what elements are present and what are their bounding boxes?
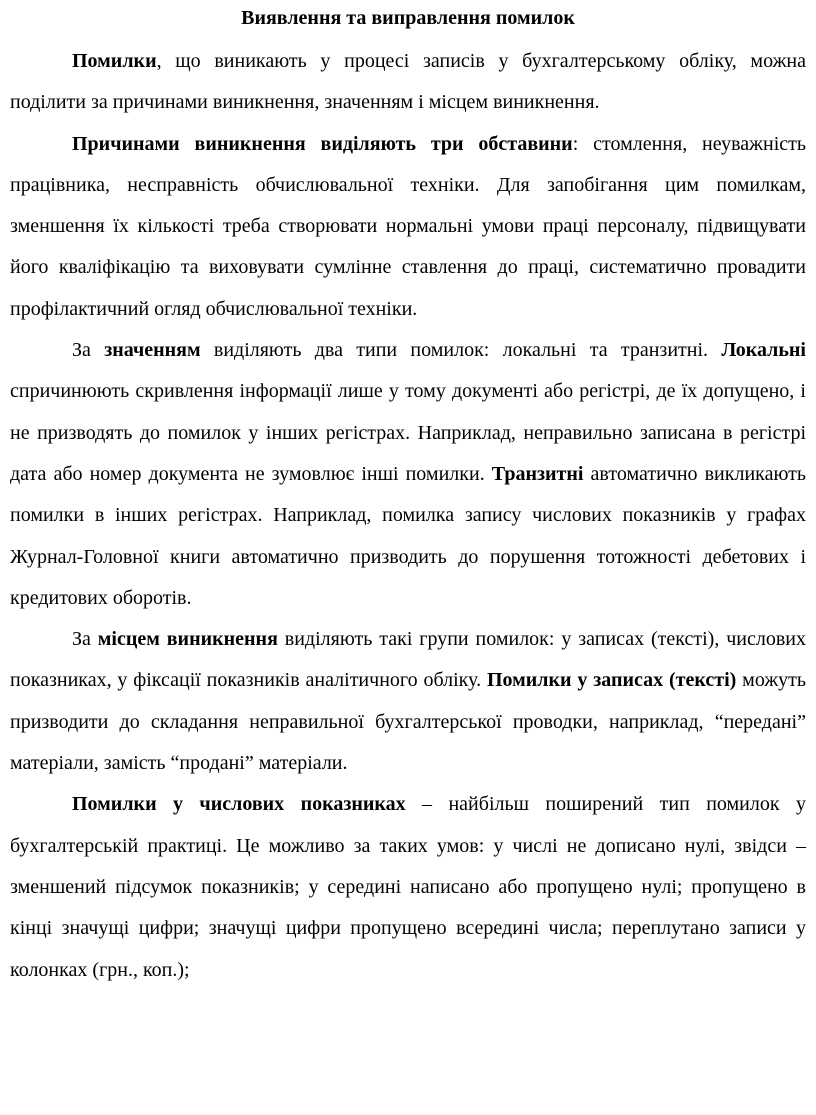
paragraph-errors-classification xyxy=(10,41,806,124)
bold-term: Причинами виникнення виділяють три обставини xyxy=(72,132,573,155)
bold-term: Транзитні xyxy=(491,462,584,485)
paragraph-text: можуть призводити до складання неправильної бухгалтерської проводки, наприклад, “передані” матеріали, замість “продані” матеріали. xyxy=(10,669,807,775)
page-title: Виявлення та виправлення помилок xyxy=(241,7,575,29)
paragraph-text: За xyxy=(72,339,105,362)
paragraph-text: За xyxy=(72,628,98,651)
paragraph-causes xyxy=(10,124,806,330)
bold-term: Локальні xyxy=(721,339,806,362)
paragraph-text: спричинюють скривлення інформації лише у тому документі або регістрі, де їх допущено, і не призводять до помилок у інших регістрах. Наприклад, неправильно записана в регістрі дата або номер документа не зумовлює інші помилки. xyxy=(10,380,806,485)
paragraph-text: виділяють два типи помилок: локальні та транзитні. xyxy=(200,339,722,362)
bold-term: Помилки xyxy=(72,50,157,72)
paragraph-text: автоматично викликають помилки в інших регістрах. Наприклад, помилка запису числових показників у графах Журнал-Головної книги автоматично призводить до порушення тотожності дебетових і кредитових оборотів. xyxy=(10,462,806,609)
bold-term: Помилки у числових показниках xyxy=(72,793,406,816)
paragraph-text: виділяють такі групи помилок: у записах (тексті), числових показниках, у фіксації показників аналітичного обліку. xyxy=(10,628,806,692)
paragraph-text: : стомлення, неуважність працівника, несправність обчислювальної техніки. Для запобігання цим помилкам, зменшення їх кількості треба створювати нормальні умови праці персоналу, підвищувати його кваліфікацію та виховувати сумлінне ставлення до праці, систематично провадити профілактичний огляд обчислювальної техніки. xyxy=(10,132,806,320)
paragraph-numeric-errors xyxy=(10,784,806,990)
bold-term: значенням xyxy=(104,339,201,362)
paragraph-text: – найбільш поширений тип помилок у бухгалтерській практиці. Це можливо за таких умов: у числі не дописано нулі, звідси – зменшений підсумок показників; у середині написано або пропущено нулі; пропущено в кінці значущі цифри; значущі цифри пропущено всередині числа; переплутано записи у колонках (грн., коп.); xyxy=(10,793,806,981)
bold-term: Помилки у записах (тексті) xyxy=(486,669,737,692)
paragraph-text: , що виникають у процесі записів у бухгалтерському обліку, можна поділити за причинами виникнення, значенням і місцем виникнення. xyxy=(10,50,806,114)
bold-term: місцем виникнення xyxy=(97,628,278,651)
paragraph-significance xyxy=(10,330,806,619)
paragraph-location xyxy=(10,619,806,784)
